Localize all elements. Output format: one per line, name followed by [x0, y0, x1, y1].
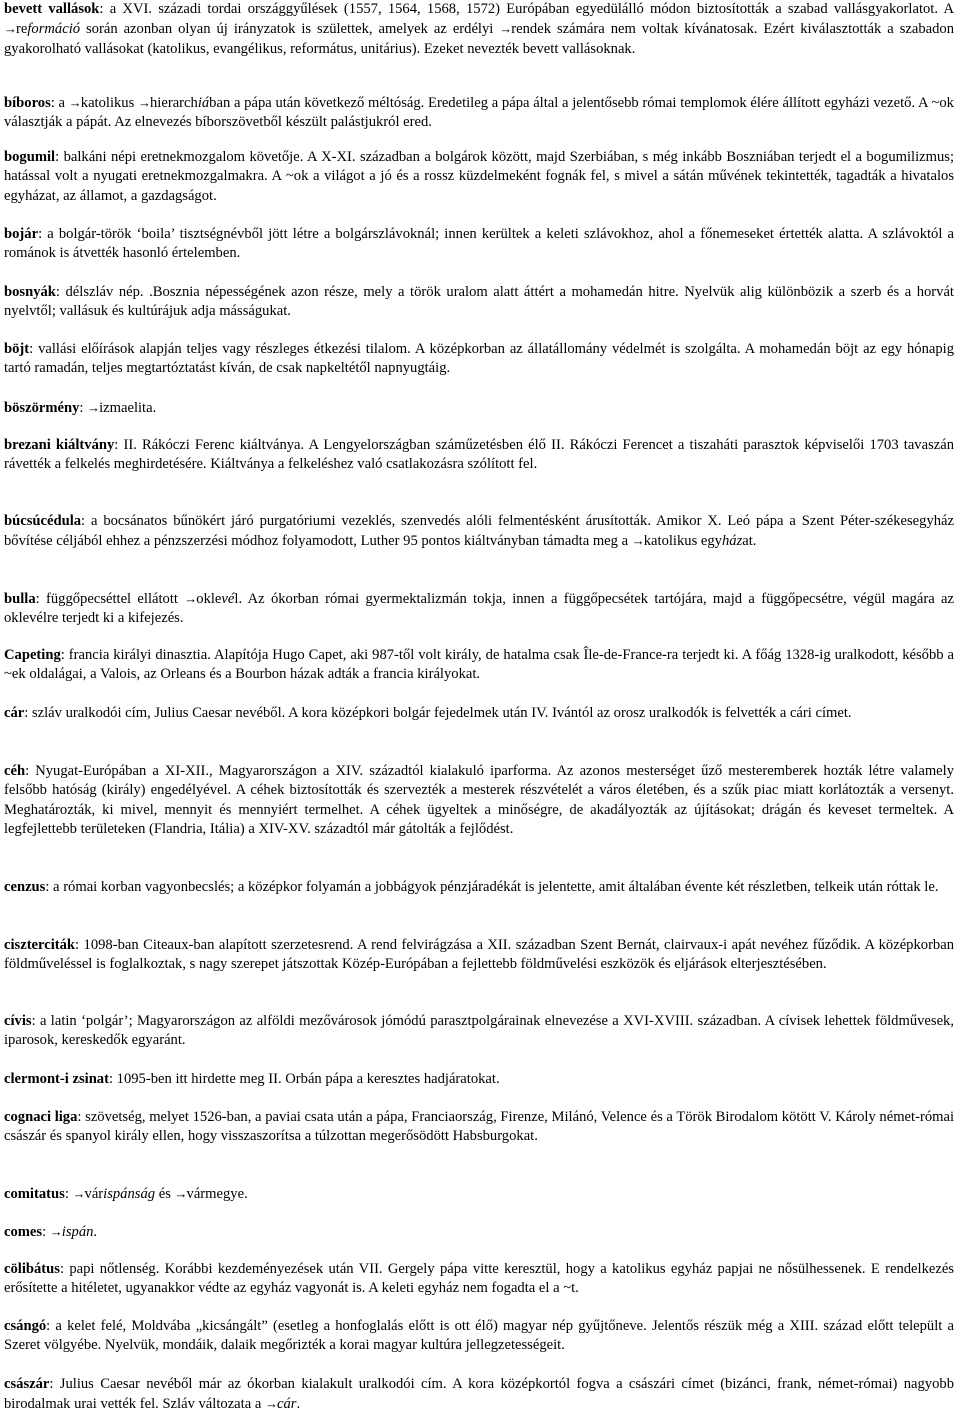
- entry-italic-text: formáció: [27, 21, 81, 38]
- entry-text: : a: [50, 95, 69, 111]
- entry-text: :: [79, 400, 88, 416]
- entry-text: : a XVI. századi tordai országgyűlések (1557, 1564, 1568, 1572) Európában egyedülálló módon biztosították a szabad vallásgyakorlatot. A: [99, 1, 954, 17]
- cross-reference-arrow-icon: →: [184, 591, 197, 606]
- entry-italic-text: iá: [197, 95, 210, 111]
- cross-reference-arrow-icon: →: [499, 21, 512, 37]
- cross-reference-arrow-icon: →: [4, 21, 16, 37]
- glossary-entry: [4, 936, 954, 975]
- glossary-entry: [4, 148, 954, 206]
- cross-reference-arrow-icon: →: [264, 1396, 277, 1412]
- entry-headword: császár: [4, 1376, 50, 1392]
- entry-text: : szláv uralkodói cím, Julius Caesar nevéből. A kora középkori bolgár fejedelmek után IV. Ivántól az orosz uralkodók is felvették a cári címet.: [24, 705, 852, 721]
- entry-text: : függőpecséttel ellátott: [35, 591, 185, 607]
- entry-text: at.: [742, 533, 757, 550]
- entry-text: : szövetség, melyet 1526-ban, a paviai csata után a pápa, Franciaország, Firenze, Milánó, Velence és a Török Birodalom kötött V. Károly német-római császár és spanyol király ellen, hogy visszaszorítsa a túlzottan megerősödött Habsburgokat.: [4, 1109, 954, 1145]
- glossary-entry: [4, 1260, 954, 1299]
- entry-headword: búcsúcédula: [4, 513, 82, 529]
- entry-text: .: [296, 1396, 301, 1413]
- entry-text: vár: [186, 1186, 206, 1202]
- cross-reference-arrow-icon: →: [87, 400, 100, 415]
- entry-headword: comes: [4, 1224, 43, 1240]
- entry-text: vár: [84, 1186, 104, 1202]
- entry-headword: cívis: [4, 1013, 32, 1029]
- entry-text: ban a pápa után következő méltóság. Eredetileg a pápa által a jelentősebb római templomok élére állított egyházi vezető. A ~ok választják a pápát. Az elnevezés bíborszövetből készült palástjukról ered.: [4, 95, 954, 131]
- entry-headword: bíboros: [4, 95, 51, 111]
- entry-text: rendek számára nem voltak kívánatosak. Ezért kiválasztották a szabadon gyakorolható vallásokat (katolikus, evangélikus, református, unitárius). Ezeket nevezték bevett vallásoknak.: [4, 21, 954, 57]
- glossary-entry: [4, 589, 954, 629]
- entry-text: : a római korban vagyonbecslés; a középkor folyamán a jobbágyok pénzjáradékát is jelentette, amit általában évente két részletben, telkeik után róttak le.: [45, 879, 939, 895]
- entry-text: okle: [196, 591, 222, 607]
- entry-text: : Nyugat-Európában a XI-XII., Magyarországon a XIV. századtól kialakuló iparforma. Az azonos mesterséget űző mesteremberek hozták létre valamely felsőbb hatóság (király) engedélyével. A céhek biztosították és szervezték a mesterek részvételét a város életében, és a szűk piac miatt korlátozták a versenyt. Meghatározták, ki mivel, mennyit és mennyiért termelhet. A céhek ügyeltek a minőségre, de akadályozták az újításokat; drágán és keveset termeltek. A legfejlettebb területeken (Flandria, Itália) a XIV-XV. századtól már gátolták a fejlődést.: [4, 763, 954, 838]
- entry-headword: cár: [4, 705, 25, 721]
- cross-reference-arrow-icon: →: [174, 1186, 187, 1201]
- glossary-entry: [4, 704, 954, 723]
- glossary-entry: [4, 1108, 954, 1147]
- entry-headword: ciszterciták: [4, 937, 76, 953]
- entry-italic-text: vé: [221, 591, 235, 607]
- glossary-entry: [4, 225, 954, 264]
- entry-text: .: [93, 1224, 98, 1240]
- glossary-entry: [4, 340, 954, 379]
- cross-reference-arrow-icon: →: [72, 1186, 85, 1201]
- entry-text: : 1095-ben itt hirdette meg II. Orbán pápa a keresztes hadjáratokat.: [108, 1071, 500, 1087]
- entry-text: hierarch: [150, 95, 198, 111]
- entry-italic-text: ispánság: [103, 1186, 156, 1202]
- entry-italic-text: ház: [721, 533, 743, 550]
- entry-text: : vallási előírások alapján teljes vagy részleges étkezési tilalom. A középkorban az állatállomány védelmét is szolgálta. A mohamedán böjt az egy hónapig tartó ramadán, teljes megtartóztatást kíván, de csak napkeltétől napnyugtáig.: [4, 341, 954, 377]
- glossary-entry: [4, 878, 954, 897]
- entry-text: : II. Rákóczi Ferenc kiáltványa. A Lengyelországban száműzetésben élő II. Rákóczi Ferencet a tiszaháti parasztok képviselői 1703 tavaszán rávették a felkelés meghirdetésére. Kiáltványa a felkeléshez való csatlakozásra szólított fel.: [4, 437, 954, 473]
- glossary-entry: [4, 93, 954, 133]
- glossary-entry: [4, 1070, 954, 1089]
- entry-headword: böjt: [4, 341, 30, 357]
- glossary-entry: [4, 1375, 954, 1415]
- entry-italic-text: cár: [276, 1396, 297, 1413]
- entry-text: :: [42, 1224, 50, 1240]
- cross-reference-arrow-icon: →: [49, 1224, 62, 1239]
- entry-text: : a kelet felé, Moldvába „kicsángált” (esetleg a honfoglalás előtt is ott élő) magyar nép gyűjtőneve. Jelentős részük még a XIII. század előtt települt a Szeret völgyébe. Nyelvük, mondáik, dalaik megőrizték a korai magyar kultúra jellegzetességeit.: [4, 1318, 954, 1354]
- entry-text: : papi nőtlenség. Korábbi kezdeményezések után VII. Gergely pápa vitte keresztül, hogy a katolikus egyház papjai ne nősülhessenek. E rendelkezés erősítette a hitéletet, ugyanakkor védte az egyház vagyonát is. A keleti egyház nem fogadta el a ~t.: [4, 1261, 954, 1297]
- entry-headword: böszörmény: [4, 400, 80, 416]
- entry-headword: cölibátus: [4, 1261, 60, 1277]
- entry-text: során azonban olyan új irányzatok is születtek, amelyek az erdélyi: [80, 21, 500, 38]
- glossary-entry: [4, 398, 954, 418]
- entry-headword: cognaci liga: [4, 1109, 78, 1125]
- glossary-entry: [4, 512, 954, 552]
- entry-text: katolikus egy: [643, 533, 722, 550]
- entry-headword: bogumil: [4, 149, 56, 165]
- entry-headword: Capeting: [4, 647, 61, 663]
- entry-text: re: [16, 21, 28, 38]
- entry-headword: bevett vallások: [4, 1, 100, 17]
- entry-headword: clermont-i zsinat: [4, 1071, 109, 1087]
- entry-text: : a bocsánatos bűnökért járó purgatóriumi vezeklés, szenvedés alóli felmentésként árusították. Amikor X. Leó pápa a Szent Péter-székesegyház bővítése céljából ehhez a pénzszerzési módhoz folyamodott, Luther 95 pontos kiáltványban támadta meg a: [4, 513, 954, 550]
- glossary-entry: [4, 1317, 954, 1356]
- entry-headword: brezani kiáltvány: [4, 437, 115, 453]
- glossary-entry: [4, 436, 954, 475]
- entry-headword: bosnyák: [4, 284, 56, 300]
- glossary-entry: [4, 0, 954, 59]
- entry-text: : 1098-ban Citeaux-ban alapított szerzetesrend. A rend felvirágzása a XII. században Szent Bernát, clairvaux-i apát nevéhez fűződik. A középkorban földműveléssel is foglalkoztak, s nagy szerepet játszottak Közép-Európában a fejlettebb földművelési eszközök és eljárások elterjesztésében.: [4, 937, 954, 973]
- entry-headword: cenzus: [4, 879, 46, 895]
- entry-text: katolikus: [80, 95, 138, 111]
- entry-text: : délszláv nép. .Bosznia népességének azon része, mely a török uralom alatt áttért a mohamedán hitre. Nyelvük alig különbözik a szerb és a horvát nyelvtől; vallásuk és kultúrájuk adja másságukat.: [4, 284, 954, 320]
- entry-text: és: [155, 1186, 175, 1202]
- cross-reference-arrow-icon: →: [138, 95, 150, 110]
- entry-text: : balkáni népi eretnekmozgalom követője. A X-XI. században a bolgárok között, majd Szerbiában, s még inkább Boszniában terjedt el a bogumilizmus; hatással volt a nyugati eretnekmozgalmakra. A ~ok a világot a jó és a rossz küzdelmeként fognák fel, s mivel a sátán művének tekintették, tagadták a hivatalos egyházat, az államot, a gazdagságot.: [4, 149, 954, 204]
- glossary-entry: [4, 646, 954, 685]
- cross-reference-arrow-icon: →: [631, 533, 644, 549]
- entry-text: :: [64, 1186, 73, 1202]
- glossary-entry: [4, 1012, 954, 1051]
- entry-text: : a latin ‘polgár’; Magyarországon az alföldi mezővárosok jómódú parasztpolgárainak elnevezése a XVI-XVIII. században. A cívisek lehettek földművesek, iparosok, kereskedők egyaránt.: [4, 1013, 954, 1049]
- entry-italic-text: ispán: [61, 1224, 94, 1240]
- entry-headword: comitatus: [4, 1186, 65, 1202]
- entry-text: : francia királyi dinasztia. Alapítója Hugo Capet, aki 987-től volt király, de hatalma csak Île-de-France-ra terjedt ki. A főág 1328-ig uralkodott, később a ~ek oldalágai, a Valois, az Orleans és a Bourbon házak adták a francia királyokat.: [4, 647, 954, 683]
- entry-text: : Julius Caesar nevéből már az ókorban kialakult uralkodói cím. A kora középkortól fogva a császári címet (bizánci, frank, német-római) nagyobb birodalmak urai vették fel. Szláv változata a: [4, 1376, 954, 1413]
- glossary-entry: [4, 1184, 954, 1204]
- entry-text: : a bolgár-török ‘boila’ tisztségnévből jött létre a bolgárszlávoknál; innen kerültek a keleti szlávokhoz, ahol a főnemeseket értették alatta. A szlávoktól a románok is átvették hasonló értelemben.: [4, 226, 954, 262]
- glossary-entry: [4, 283, 954, 322]
- entry-headword: céh: [4, 763, 26, 779]
- entry-text: l. Az ókorban római gyermektalizmán tokja, innen a függőpecsétek tartójára, majd a függőpecsétre, végül magára az oklevélre terjedt ki a kifejezés.: [4, 591, 954, 627]
- entry-headword: csángó: [4, 1318, 47, 1334]
- glossary-entry: [4, 1222, 954, 1242]
- glossary-entry: [4, 762, 954, 840]
- entry-text: izmaelita.: [99, 400, 157, 416]
- entry-text: megye.: [205, 1186, 248, 1202]
- cross-reference-arrow-icon: →: [68, 95, 81, 110]
- entry-headword: bojár: [4, 226, 39, 242]
- entry-headword: bulla: [4, 591, 36, 607]
